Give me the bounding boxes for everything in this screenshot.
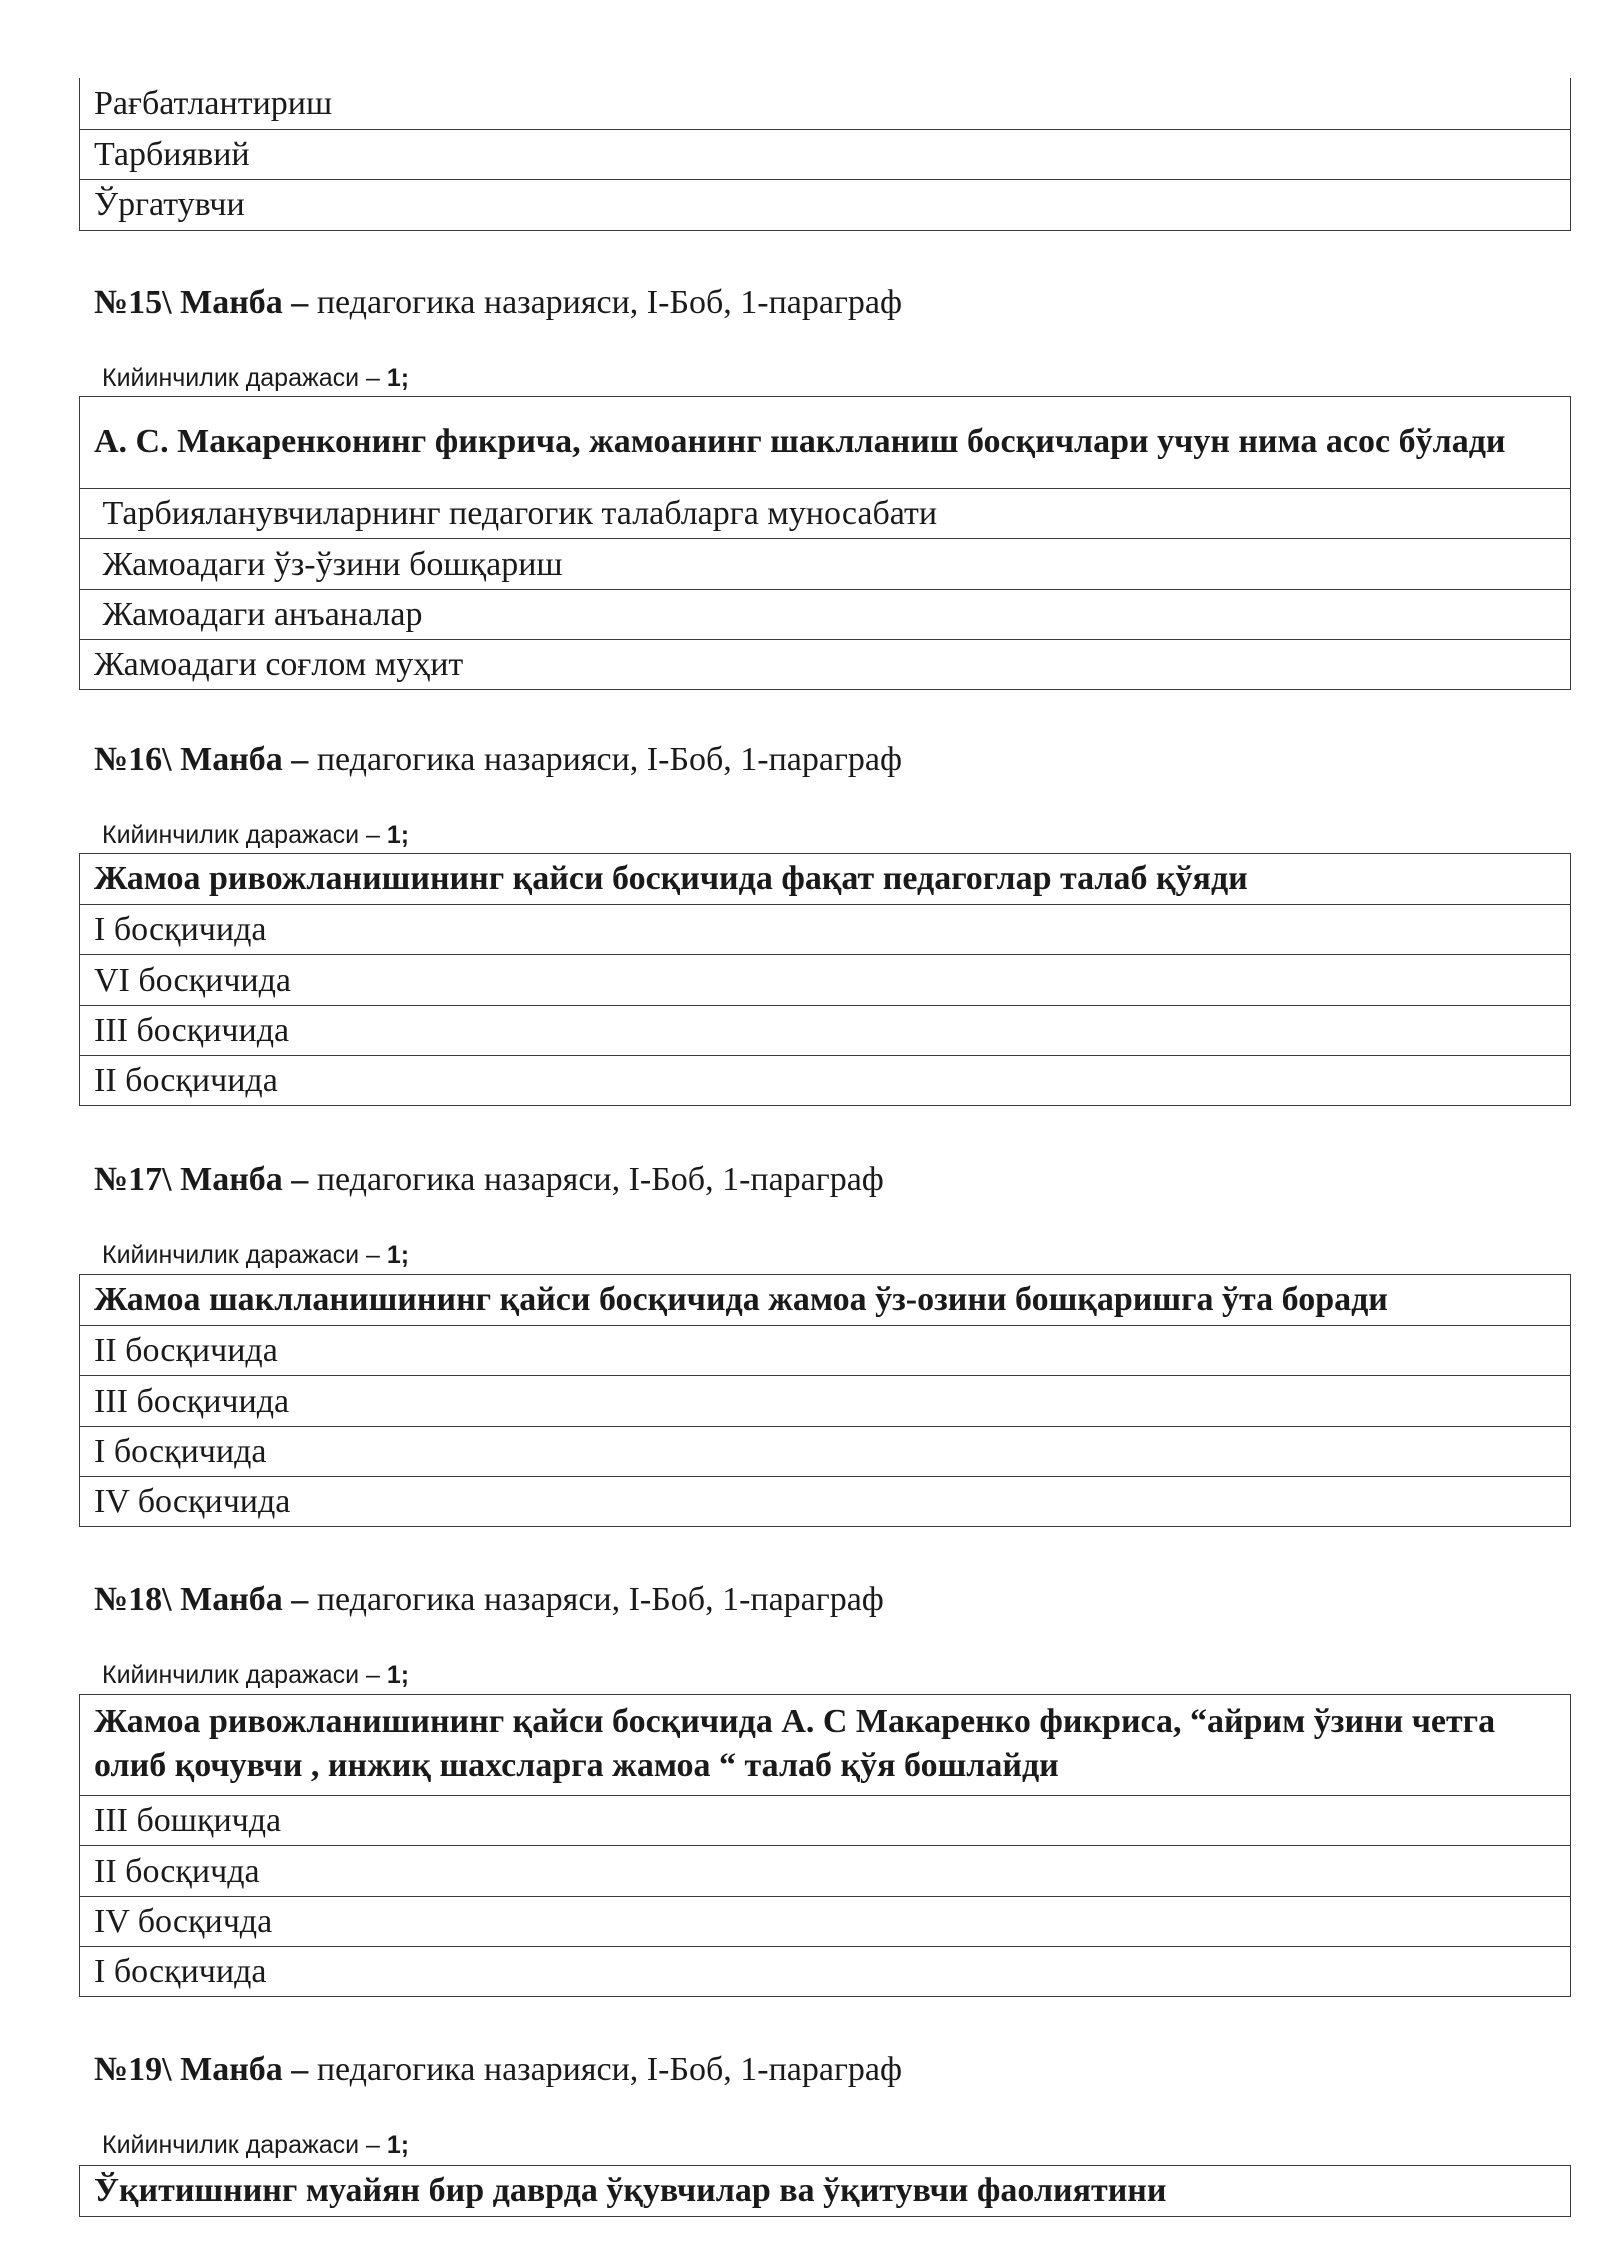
- table-row: [80, 640, 1571, 690]
- table-row: [80, 1056, 1571, 1106]
- question-heading: [94, 1160, 884, 1200]
- source-label: Манба –: [180, 2051, 309, 2088]
- question-number: №17\: [94, 1161, 172, 1198]
- difficulty-line: [102, 1660, 409, 1690]
- difficulty-line: [102, 820, 409, 850]
- question-text: А. С. Макаренконинг фикрича, жамоанинг шаклланиш босқичлари учун нима асос бўлади: [80, 397, 1571, 489]
- question-heading: [94, 283, 902, 323]
- source-text: педагогика назарияси, I-Боб, 1-параграф: [316, 284, 903, 321]
- question-text: Жамоа ривожланишининг қайси босқичида фақат педагоглар талаб қўяди: [80, 854, 1571, 905]
- answer-option: I босқичида: [80, 1947, 1571, 1997]
- difficulty-level: 1;: [386, 821, 410, 849]
- source-text: педагогика назарияси, I-Боб, 1-параграф: [316, 741, 903, 778]
- table-row: [80, 590, 1571, 640]
- difficulty-separator: –: [366, 1661, 380, 1689]
- difficulty-label: Кийинчилик даражаси: [102, 2131, 360, 2159]
- table-row: [80, 1275, 1571, 1326]
- source-text: педагогика назарияси, I-Боб, 1-параграф: [316, 2051, 903, 2088]
- table-row: [80, 129, 1571, 179]
- question-heading: [94, 2050, 902, 2090]
- answer-option: Жамоадаги ўз-ўзини бошқариш: [80, 539, 1571, 590]
- table-row: [80, 539, 1571, 590]
- question-text: Ўқитишнинг муайян бир даврда ўқувчилар ва ўқитувчи фаолиятини: [80, 2166, 1571, 2217]
- difficulty-label: Кийинчилик даражаси: [102, 364, 360, 392]
- difficulty-separator: –: [366, 2131, 380, 2159]
- answer-option: Тарбиявий: [80, 129, 1571, 179]
- answer-option: III бошқичда: [80, 1796, 1571, 1846]
- question-table: [79, 853, 1571, 1106]
- table-row: [80, 78, 1571, 129]
- difficulty-level: 1;: [386, 1241, 410, 1269]
- difficulty-line: [102, 1240, 409, 1270]
- answer-option: Тарбияланувчиларнинг педагогик талабларга муносабати: [80, 489, 1571, 539]
- table-row: [80, 1376, 1571, 1427]
- answer-option: I босқичида: [80, 905, 1571, 955]
- question-number: №15\: [94, 284, 172, 321]
- difficulty-separator: –: [366, 821, 380, 849]
- answer-option: III босқичида: [80, 1376, 1571, 1427]
- question-number: №18\: [94, 1581, 172, 1618]
- table-row: [80, 1695, 1571, 1796]
- question-heading: [94, 1580, 884, 1620]
- answer-option: Жамоадаги соғлом муҳит: [80, 640, 1571, 690]
- answer-option: II босқичда: [80, 1846, 1571, 1897]
- source-text: педагогика назаряси, I-Боб, 1-параграф: [316, 1581, 884, 1618]
- answer-option: IV босқичда: [80, 1897, 1571, 1947]
- question-number: №16\: [94, 741, 172, 778]
- question-text: Жамоа ривожланишининг қайси босқичида А. С Макаренко фикриса, “айрим ўзини четга олиб қочувчи , инжиқ шахсларга жамоа “ талаб қўя бошлайди: [80, 1695, 1571, 1796]
- question-number: №19\: [94, 2051, 172, 2088]
- difficulty-separator: –: [366, 1241, 380, 1269]
- table-row: [80, 489, 1571, 539]
- table-row: [80, 1006, 1571, 1056]
- question-table: [79, 2165, 1571, 2217]
- table-row: [80, 1897, 1571, 1947]
- table-row: [80, 1326, 1571, 1376]
- answer-option: III босқичида: [80, 1006, 1571, 1056]
- table-row: [80, 854, 1571, 905]
- table-row: [80, 179, 1571, 230]
- source-label: Манба –: [180, 284, 309, 321]
- answer-option: II босқичида: [80, 1326, 1571, 1376]
- difficulty-label: Кийинчилик даражаси: [102, 1661, 360, 1689]
- difficulty-line: [102, 2130, 409, 2160]
- question-table: [79, 1694, 1571, 1997]
- answer-option: I босқичида: [80, 1427, 1571, 1477]
- difficulty-line: [102, 363, 409, 393]
- difficulty-level: 1;: [386, 1661, 410, 1689]
- question-table: [79, 396, 1571, 690]
- source-label: Манба –: [180, 1581, 309, 1618]
- question-text: Жамоа шаклланишининг қайси босқичида жамоа ўз-озини бошқаришга ўта боради: [80, 1275, 1571, 1326]
- table-row: [80, 397, 1571, 489]
- table-row: [80, 905, 1571, 955]
- question-heading: [94, 740, 902, 780]
- table-row: [80, 2166, 1571, 2217]
- answer-table-continued: [79, 78, 1571, 231]
- answer-option: Жамоадаги анъаналар: [80, 590, 1571, 640]
- answer-option: II босқичида: [80, 1056, 1571, 1106]
- difficulty-level: 1;: [386, 364, 410, 392]
- table-row: [80, 1477, 1571, 1527]
- difficulty-label: Кийинчилик даражаси: [102, 821, 360, 849]
- source-label: Манба –: [180, 741, 309, 778]
- table-row: [80, 1846, 1571, 1897]
- table-row: [80, 1427, 1571, 1477]
- difficulty-label: Кийинчилик даражаси: [102, 1241, 360, 1269]
- answer-option: IV босқичида: [80, 1477, 1571, 1527]
- source-text: педагогика назаряси, I-Боб, 1-параграф: [316, 1161, 884, 1198]
- table-row: [80, 1947, 1571, 1997]
- answer-option: Ўргатувчи: [80, 179, 1571, 230]
- answer-option: VI босқичида: [80, 955, 1571, 1006]
- difficulty-level: 1;: [386, 2131, 410, 2159]
- difficulty-separator: –: [366, 364, 380, 392]
- table-row: [80, 1796, 1571, 1846]
- question-table: [79, 1274, 1571, 1527]
- answer-option: Рағбатлантириш: [80, 78, 1571, 129]
- table-row: [80, 955, 1571, 1006]
- source-label: Манба –: [180, 1161, 309, 1198]
